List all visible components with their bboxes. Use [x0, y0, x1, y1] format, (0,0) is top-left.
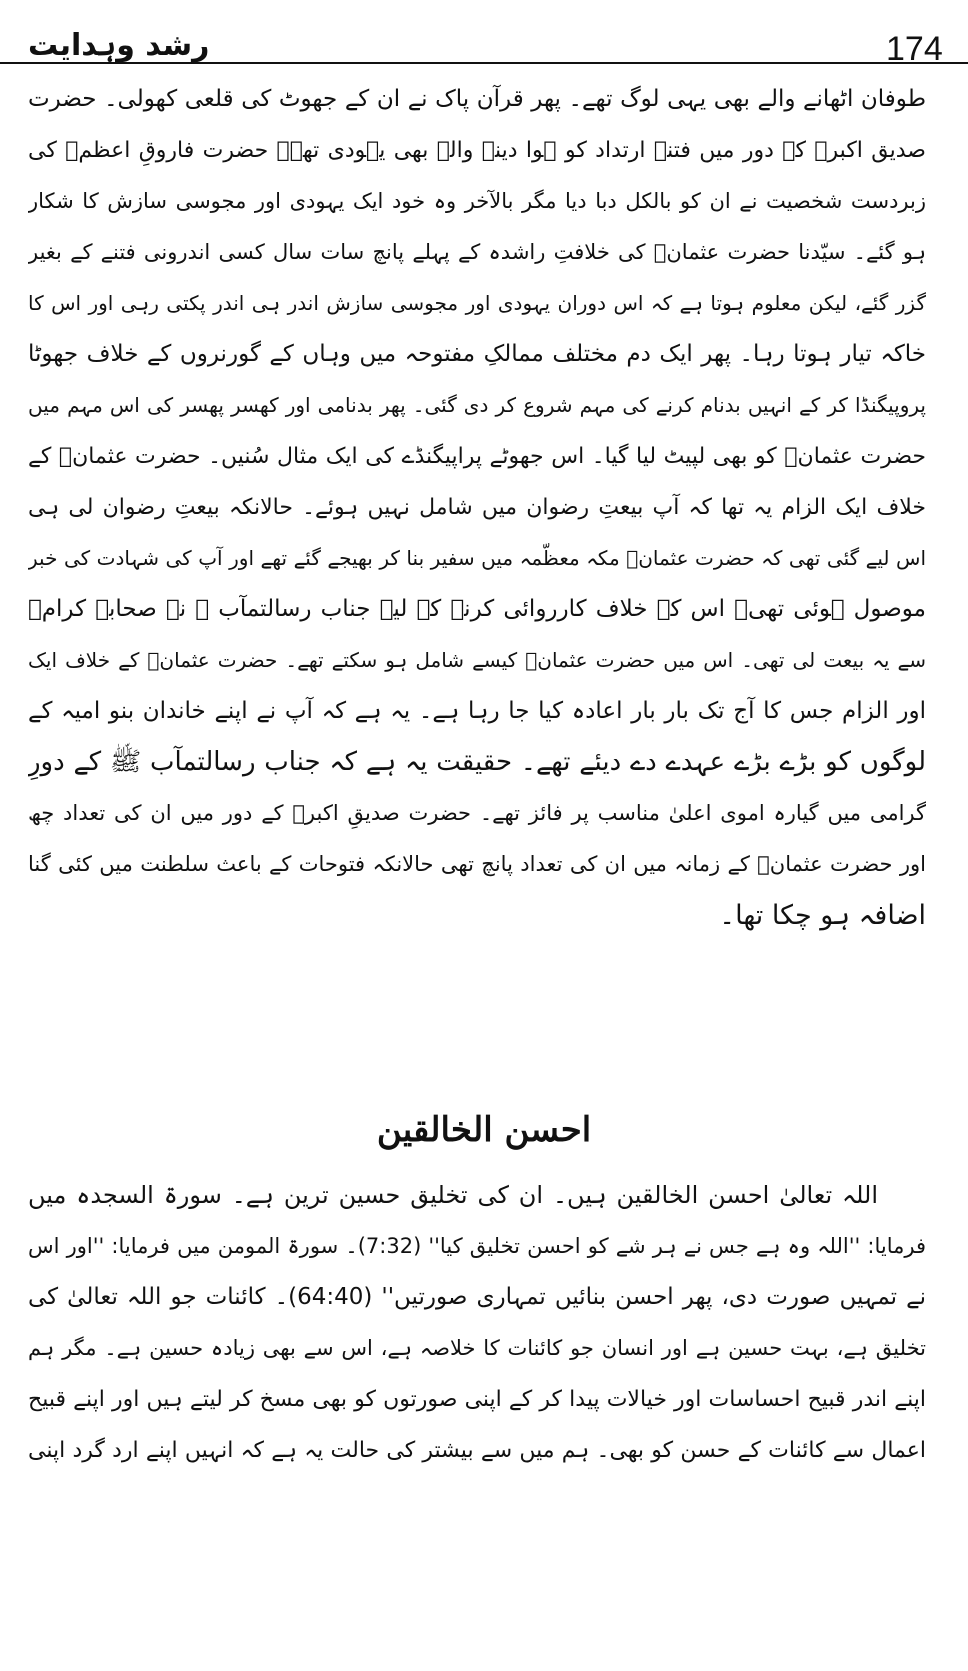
- text-line: اعمال سے کائنات کے حسن کو بھی۔ ہم میں سے بیشتر کی حالت یہ ہے کہ انہیں اپنے ارد گرد اپنی: [28, 1438, 926, 1463]
- text-line: اور الزام جس کا آج تک بار بار اعادہ کیا جا رہا ہے۔ یہ ہے کہ آپ نے اپنے خاندان بنو امیہ کے: [28, 698, 926, 724]
- text-line: خلاف ایک الزام یہ تھا کہ آپ بیعتِ رضوان میں شامل نہیں ہوئے۔ حالانکہ بیعتِ رضوان لی ہی: [28, 495, 926, 520]
- text-line: حضرت عثمانؓ کو بھی لپیٹ لیا گیا۔ اس جھوٹے پراپیگنڈے کی ایک مثال سُنیں۔ حضرت عثمانؓ کے: [28, 444, 926, 469]
- text-line: اپنے اندر قبیح احساسات اور خیالات پیدا کر کے اپنی صورتوں کو بھی مسخ کر لیتے ہیں اور اپنے قبیح: [28, 1387, 926, 1412]
- section-heading: احسن الخالقین: [376, 1110, 592, 1150]
- text-line: موصول ہوئی تھی۔ اس کے خلاف کارروائی کرنے کے لیے جناب رسالتمآب ﷺ نے صحابہ کرامؓ: [28, 596, 926, 622]
- page-number: 174: [886, 30, 943, 68]
- text-line: نے تمہیں صورت دی، پھر احسن بنائیں تمہاری صورتیں'' (64:40)۔ کائنات جو اللہ تعالیٰ کی: [28, 1284, 926, 1310]
- text-line: طوفان اٹھانے والے بھی یہی لوگ تھے۔ پھر قرآن پاک نے ان کے جھوٹ کی قلعی کھولی۔ حضرت: [28, 86, 926, 112]
- text-line: تخلیق ہے، بہت حسین ہے اور انسان جو کائنات کا خلاصہ ہے، اس سے بھی زیادہ حسین ہے۔ مگر ہم: [28, 1336, 926, 1360]
- paragraph-2: [28, 1170, 926, 1476]
- text-line: گزر گئے، لیکن معلوم ہوتا ہے کہ اس دوران یہودی اور مجوسی سازش اندر ہی اندر پکتی رہی اور اس کا: [28, 291, 926, 315]
- text-line: اللہ تعالیٰ احسن الخالقین ہیں۔ ان کی تخلیق حسین ترین ہے۔ سورۃ السجدہ میں: [28, 1181, 878, 1209]
- text-line: زبردست شخصیت نے ان کو بالکل دبا دیا مگر بالآخر وہ خود ایک یہودی اور مجوسی سازش کا شکار: [28, 189, 926, 213]
- paragraph-1: [28, 74, 926, 941]
- text-line: خاکہ تیار ہوتا رہا۔ پھر ایک دم مختلف ممالکِ مفتوحہ میں وہاں کے گورنروں کے خلاف جھوٹا: [28, 341, 926, 367]
- text-line: اس لیے گئی تھی کہ حضرت عثمانؓ مکہ معظّمہ میں سفیر بنا کر بھیجے گئے تھے اور آپ کی شہادت کی خبر: [28, 546, 926, 570]
- text-line: فرمایا: ''اللہ وہ ہے جس نے ہر شے کو احسن تخلیق کیا'' (7:32)۔ سورۃ المومن میں فرمایا: ''اور اس: [28, 1234, 926, 1258]
- text-line: سے یہ بیعت لی تھی۔ اس میں حضرت عثمانؓ کیسے شامل ہو سکتے تھے۔ حضرت عثمانؓ کے خلاف ایک: [28, 648, 926, 672]
- text-line: صدیق اکبرؓ کے دور میں فتنۂ ارتداد کو ہوا دینے والے بھی یہودی تھے۔ حضرت فاروقِ اعظمؓ کی: [28, 138, 926, 163]
- text-line: لوگوں کو بڑے بڑے عہدے دے دیئے تھے۔ حقیقت یہ ہے کہ جناب رسالتمآب ﷺ کے دورِ: [28, 747, 926, 777]
- header-rule: [0, 62, 968, 64]
- text-line: اضافہ ہو چکا تھا۔: [719, 900, 926, 931]
- text-line: گرامی میں گیارہ اموی اعلیٰ مناسب پر فائز تھے۔ حضرت صدیقِ اکبرؓ کے دور میں ان کی تعداد چھ: [28, 801, 926, 825]
- text-line: اور حضرت عثمانؓ کے زمانہ میں ان کی تعداد پانچ تھی حالانکہ فتوحات کے باعث سلطنت میں کئی گنا: [28, 852, 926, 876]
- running-title: رشد وہدایت: [28, 28, 210, 63]
- text-line: پروپیگنڈا کر کے انہیں بدنام کرنے کی مہم شروع کر دی گئی۔ پھر بدنامی اور کھسر پھسر کی اس مہم میں: [28, 393, 926, 417]
- text-line: ہو گئے۔ سیّدنا حضرت عثمانؓ کی خلافتِ راشدہ کے پہلے پانچ سات سال کسی اندرونی فتنے کے بغیر: [28, 240, 926, 264]
